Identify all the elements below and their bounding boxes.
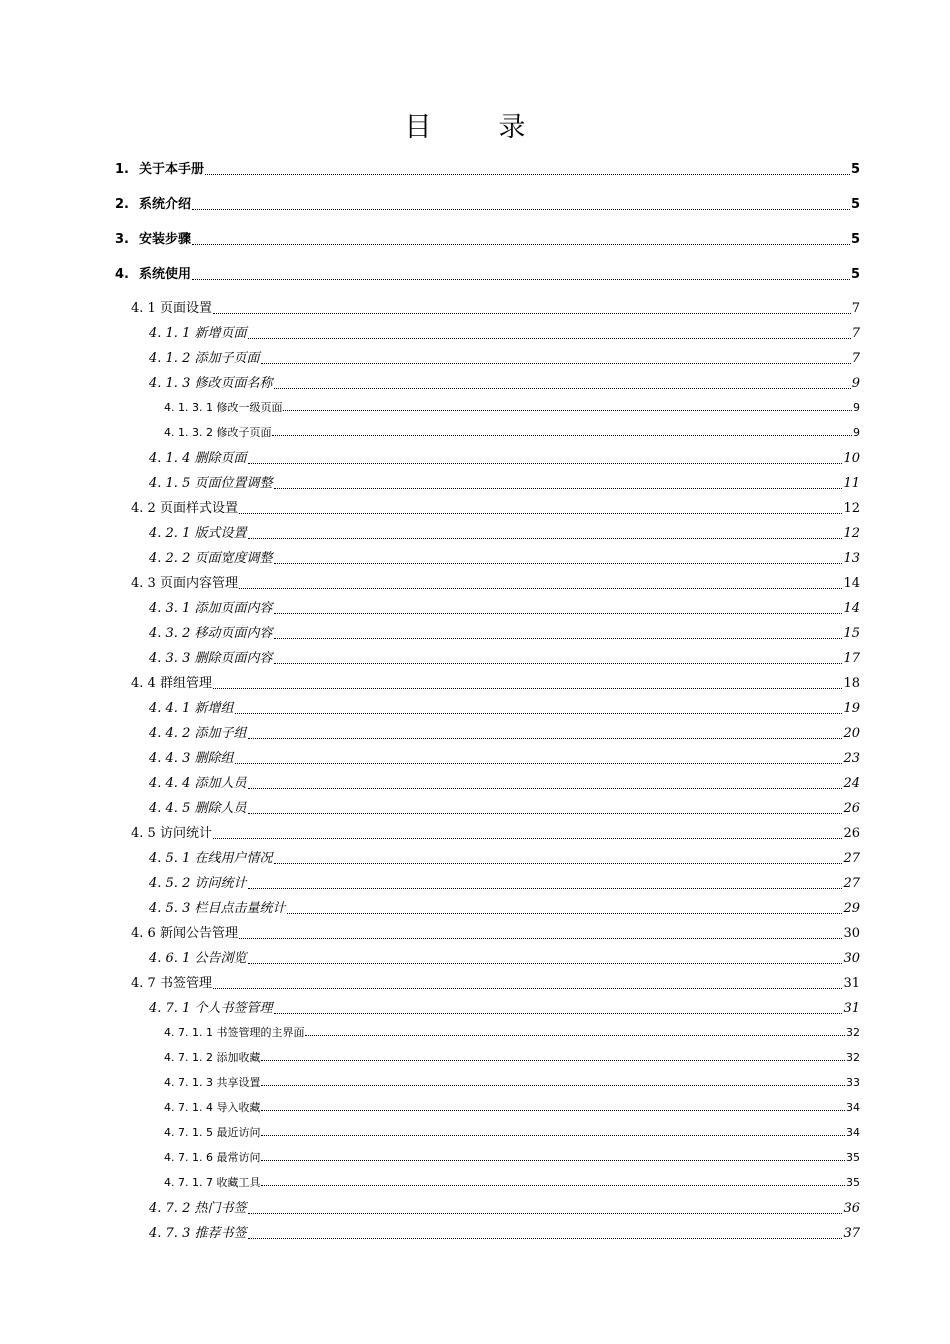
toc-entry[interactable] <box>164 426 860 439</box>
toc-entry[interactable] <box>149 526 860 542</box>
toc-entry-number: 4. 1. 1 <box>149 326 191 341</box>
toc-page-number: 15 <box>843 626 860 641</box>
toc-entry-title <box>149 876 247 892</box>
toc-entry-title <box>164 1176 260 1189</box>
toc-entry-label: 修改页面名称 <box>194 376 273 391</box>
toc-entry[interactable] <box>149 551 860 567</box>
toc-entry-label: 页面设置 <box>159 301 212 316</box>
toc-entry-label: 关于本手册 <box>139 162 205 177</box>
toc-entry-title <box>149 751 234 767</box>
toc-entry-number: 4. 4. 5 <box>149 801 191 816</box>
toc-entry-label: 访问统计 <box>159 826 212 841</box>
toc-entry-number: 4. 4. 4 <box>149 776 191 791</box>
toc-entry[interactable] <box>149 351 860 367</box>
toc-leader-dots <box>248 463 843 464</box>
toc-entry[interactable] <box>149 701 860 717</box>
toc-entry[interactable] <box>149 951 860 967</box>
toc-entry-number: 4. 5. 1 <box>149 851 191 866</box>
toc-entry-number: 4. 1. 4 <box>149 451 191 466</box>
toc-entry-title <box>164 1126 260 1139</box>
toc-entry-label: 最近访问 <box>216 1126 261 1139</box>
toc-entry-number: 4. 1. 5 <box>149 476 191 491</box>
toc-entry-title <box>149 776 247 792</box>
toc-entry-label: 最常访问 <box>216 1151 261 1164</box>
toc-page-number: 24 <box>843 776 860 791</box>
toc-entry-label: 添加收藏 <box>216 1051 261 1064</box>
toc-leader-dots <box>248 1238 843 1239</box>
toc-entry-title <box>149 801 247 817</box>
toc-entry[interactable] <box>164 1176 860 1189</box>
toc-entry-title <box>115 232 191 248</box>
toc-page-number: 10 <box>843 451 860 466</box>
toc-entry-number: 4. 2. 1 <box>149 526 191 541</box>
toc-entry-number: 4. 7. 1. 7 <box>164 1176 213 1189</box>
toc-entry-label: 页面位置调整 <box>194 476 273 491</box>
toc-entry[interactable] <box>149 901 860 917</box>
toc-page-number: 34 <box>846 1101 860 1114</box>
toc-entry-label: 系统使用 <box>139 267 192 282</box>
toc-entry-label: 共享设置 <box>216 1076 261 1089</box>
toc-entry-label: 删除页面内容 <box>194 651 273 666</box>
toc-entry-number: 4. 4 <box>131 676 156 691</box>
toc-leader-dots <box>248 788 843 789</box>
toc-entry[interactable] <box>149 476 860 492</box>
toc-entry-title <box>149 651 273 667</box>
toc-page-number: 35 <box>846 1176 860 1189</box>
toc-leader-dots <box>248 338 851 339</box>
toc-entry[interactable] <box>149 1001 860 1017</box>
toc-entry[interactable] <box>115 232 860 248</box>
toc-entry-title <box>164 1051 260 1064</box>
toc-leader-dots <box>274 663 843 664</box>
toc-entry-title <box>115 197 191 213</box>
toc-entry-number: 4. 1. 3 <box>149 376 191 391</box>
toc-entry-title <box>115 162 204 178</box>
toc-page-number: 26 <box>843 801 860 816</box>
toc-entry-number: 4. 6. 1 <box>149 951 191 966</box>
toc-entry-number: 4. 7. 1. 1 <box>164 1026 213 1039</box>
toc-page-number: 35 <box>846 1151 860 1164</box>
toc-page-number: 26 <box>843 826 860 841</box>
toc-entry-title <box>131 301 212 317</box>
toc-entry[interactable] <box>164 1026 860 1039</box>
toc-leader-dots <box>235 763 843 764</box>
toc-entry-number: 1. <box>115 162 129 177</box>
toc-leader-dots <box>261 1085 845 1086</box>
toc-leader-dots <box>261 1110 845 1111</box>
toc-entry-label: 添加人员 <box>194 776 247 791</box>
toc-leader-dots <box>239 513 842 514</box>
toc-page-number: 5 <box>850 197 860 212</box>
toc-entry[interactable] <box>131 576 860 592</box>
toc-entry[interactable] <box>149 851 860 867</box>
toc-entry-label: 版式设置 <box>194 526 247 541</box>
toc-leader-dots <box>192 209 850 210</box>
toc-entry-number: 3. <box>115 232 129 247</box>
toc-leader-dots <box>213 988 842 989</box>
toc-entry[interactable] <box>149 626 860 642</box>
toc-page-number: 5 <box>850 232 860 247</box>
toc-entry-title <box>164 1151 260 1164</box>
toc-entry-number: 4. 4. 2 <box>149 726 191 741</box>
toc-entry-title <box>149 601 273 617</box>
toc-leader-dots <box>239 588 842 589</box>
toc-entry[interactable] <box>115 267 860 283</box>
toc-leader-dots <box>261 1135 845 1136</box>
toc-entry[interactable] <box>164 1151 860 1164</box>
toc-page-number: 32 <box>846 1051 860 1064</box>
toc-entry-label: 页面内容管理 <box>159 576 238 591</box>
toc-leader-dots <box>305 1035 845 1036</box>
toc-entry[interactable] <box>164 1126 860 1139</box>
toc-entry-title <box>164 426 271 439</box>
toc-entry[interactable] <box>164 1051 860 1064</box>
toc-entry-title <box>149 476 273 492</box>
toc-entry-label: 安装步骤 <box>139 232 192 247</box>
toc-entry-label: 书签管理的主界面 <box>216 1026 305 1039</box>
toc-leader-dots <box>213 313 851 314</box>
toc-leader-dots <box>213 688 842 689</box>
toc-leader-dots <box>261 1185 845 1186</box>
toc-entry-number: 2. <box>115 197 129 212</box>
toc-entry[interactable] <box>164 401 860 414</box>
toc-entry-number: 4. 7. 1. 2 <box>164 1051 213 1064</box>
toc-entry-label: 系统介绍 <box>139 197 192 212</box>
toc-entry[interactable] <box>149 801 860 817</box>
toc-entry[interactable] <box>115 197 860 213</box>
toc-entry-label: 添加子页面 <box>194 351 260 366</box>
toc-leader-dots <box>272 435 852 436</box>
toc-entry-label: 页面宽度调整 <box>194 551 273 566</box>
toc-entry-number: 4. 7. 3 <box>149 1226 191 1241</box>
toc-entry-number: 4. 7. 2 <box>149 1201 191 1216</box>
toc-entry-label: 添加页面内容 <box>194 601 273 616</box>
toc-entry-title <box>149 551 273 567</box>
toc-page-number: 20 <box>843 726 860 741</box>
toc-entry[interactable] <box>131 501 860 517</box>
toc-entry[interactable] <box>149 601 860 617</box>
toc-entry-label: 删除组 <box>194 751 234 766</box>
toc-entry-label: 添加子组 <box>194 726 247 741</box>
toc-entry-number: 4. 2. 2 <box>149 551 191 566</box>
toc-entry-title <box>164 1076 260 1089</box>
toc-entry[interactable] <box>149 776 860 792</box>
toc-entry-title <box>131 926 238 942</box>
toc-page-number: 32 <box>846 1026 860 1039</box>
toc-entry-number: 4. 5. 2 <box>149 876 191 891</box>
toc-entry[interactable] <box>115 162 860 178</box>
toc-leader-dots <box>287 913 843 914</box>
toc-entry-number: 4. 4. 3 <box>149 751 191 766</box>
toc-entry-label: 栏目点击量统计 <box>194 901 286 916</box>
toc-leader-dots <box>261 363 851 364</box>
toc-entry-title <box>131 676 212 692</box>
toc-page-number: 30 <box>843 926 860 941</box>
toc-entry-label: 页面样式设置 <box>159 501 238 516</box>
toc-leader-dots <box>274 388 851 389</box>
toc-page-number: 5 <box>850 267 860 282</box>
toc-entry-title <box>164 401 282 414</box>
toc-entry-title <box>149 851 273 867</box>
toc-entry-label: 移动页面内容 <box>194 626 273 641</box>
toc-entry-title <box>115 267 191 283</box>
toc-entry-number: 4. 7. 1. 5 <box>164 1126 213 1139</box>
toc-entry-label: 修改一级页面 <box>216 401 283 414</box>
toc-entry-number: 4. 3. 3 <box>149 651 191 666</box>
toc-leader-dots <box>239 938 842 939</box>
toc-leader-dots <box>261 1060 845 1061</box>
toc-entry[interactable] <box>131 826 860 842</box>
toc-entry-title <box>131 826 212 842</box>
toc-entry-label: 删除页面 <box>194 451 247 466</box>
toc-entry-number: 4. 4. 1 <box>149 701 191 716</box>
toc-page-number: 19 <box>843 701 860 716</box>
toc-page-number: 7 <box>851 351 860 366</box>
toc-entry-number: 4. 7. 1. 3 <box>164 1076 213 1089</box>
toc-entry-title <box>149 1201 247 1217</box>
toc-leader-dots <box>248 738 843 739</box>
toc-page-number: 7 <box>851 301 860 316</box>
toc-entry-number: 4. <box>115 267 129 282</box>
toc-entry-label: 群组管理 <box>159 676 212 691</box>
toc-entry-title <box>149 726 247 742</box>
toc-entry[interactable] <box>149 876 860 892</box>
toc-entry-number: 4. 5. 3 <box>149 901 191 916</box>
toc-entry-title <box>149 351 260 367</box>
toc-entry-title <box>164 1026 304 1039</box>
toc-leader-dots <box>274 638 843 639</box>
toc-entry[interactable] <box>149 751 860 767</box>
toc-entry-title <box>149 376 273 392</box>
toc-leader-dots <box>274 613 843 614</box>
toc-leader-dots <box>261 1160 845 1161</box>
toc-entry-title <box>149 1226 247 1242</box>
toc-entry-label: 新增组 <box>194 701 234 716</box>
toc-entry-number: 4. 6 <box>131 926 156 941</box>
toc-entry-label: 访问统计 <box>194 876 247 891</box>
toc-leader-dots <box>248 963 843 964</box>
toc-entry-number: 4. 7. 1. 4 <box>164 1101 213 1114</box>
toc-entry-title <box>149 451 247 467</box>
toc-entry-number: 4. 1. 3. 1 <box>164 401 213 414</box>
toc-entry-label: 推荐书签 <box>194 1226 247 1241</box>
toc-leader-dots <box>192 279 850 280</box>
toc-entry-title <box>149 701 234 717</box>
toc-leader-dots <box>274 1013 843 1014</box>
toc-entry-number: 4. 1. 3. 2 <box>164 426 213 439</box>
toc-entry-title <box>164 1101 260 1114</box>
toc-entry[interactable] <box>131 676 860 692</box>
toc-entry-label: 热门书签 <box>194 1201 247 1216</box>
toc-leader-dots <box>283 410 852 411</box>
toc-page-number: 11 <box>843 476 860 491</box>
toc-entry-title <box>149 1001 273 1017</box>
toc-page-number: 31 <box>843 1001 860 1016</box>
toc-entry[interactable] <box>164 1101 860 1114</box>
toc-entry-label: 导入收藏 <box>216 1101 261 1114</box>
toc-entry-label: 修改子页面 <box>216 426 272 439</box>
toc-entry-number: 4. 3. 1 <box>149 601 191 616</box>
toc-page-number: 14 <box>843 601 860 616</box>
toc-page-number: 34 <box>846 1126 860 1139</box>
toc-page-number: 31 <box>843 976 860 991</box>
toc-page-number: 5 <box>850 162 860 177</box>
toc-entry-number: 4. 5 <box>131 826 156 841</box>
toc-page-number: 30 <box>843 951 860 966</box>
toc-entry[interactable] <box>131 926 860 942</box>
toc-page-number: 37 <box>843 1226 860 1241</box>
toc-entry[interactable] <box>149 1201 860 1217</box>
toc-entry[interactable] <box>149 726 860 742</box>
toc-entry[interactable] <box>131 301 860 317</box>
toc-entry-title <box>131 576 238 592</box>
toc-entry-number: 4. 2 <box>131 501 156 516</box>
toc-entry-number: 4. 7. 1. 6 <box>164 1151 213 1164</box>
toc-leader-dots <box>248 1213 843 1214</box>
toc-page-number: 18 <box>843 676 860 691</box>
toc-entry-number: 4. 7 <box>131 976 156 991</box>
toc-entry-label: 收藏工具 <box>216 1176 261 1189</box>
toc-page-number: 12 <box>843 501 860 516</box>
toc-page-number: 7 <box>851 326 860 341</box>
toc-leader-dots <box>235 713 843 714</box>
toc-leader-dots <box>248 538 843 539</box>
toc-leader-dots <box>248 813 843 814</box>
toc-leader-dots <box>205 174 850 175</box>
toc-entry[interactable] <box>149 376 860 392</box>
toc-entry-title <box>149 526 247 542</box>
toc-page-number: 13 <box>843 551 860 566</box>
toc-entry-title <box>149 626 273 642</box>
toc-entry-number: 4. 1. 2 <box>149 351 191 366</box>
toc-entry-number: 4. 3. 2 <box>149 626 191 641</box>
toc-page-number: 12 <box>843 526 860 541</box>
toc-entry-number: 4. 7. 1 <box>149 1001 191 1016</box>
toc-entry[interactable] <box>149 1226 860 1242</box>
toc-entry-title <box>149 326 247 342</box>
toc-title: 目 录 <box>404 112 546 143</box>
toc-entry-label: 新增页面 <box>194 326 247 341</box>
toc-leader-dots <box>274 488 843 489</box>
toc-leader-dots <box>274 563 843 564</box>
toc-leader-dots <box>192 244 850 245</box>
toc-entry-label: 新闻公告管理 <box>159 926 238 941</box>
toc-entry-label: 个人书签管理 <box>194 1001 273 1016</box>
toc-page-number: 33 <box>846 1076 860 1089</box>
toc-entry[interactable] <box>149 326 860 342</box>
toc-entry-title <box>131 976 212 992</box>
toc-entry-title <box>131 501 238 517</box>
toc-leader-dots <box>248 888 843 889</box>
toc-leader-dots <box>213 838 842 839</box>
toc-entry[interactable] <box>131 976 860 992</box>
toc-entry[interactable] <box>149 651 860 667</box>
toc-page-number: 17 <box>843 651 860 666</box>
toc-entry-label: 在线用户情况 <box>194 851 273 866</box>
toc-page-number: 27 <box>843 876 860 891</box>
toc-entry-label: 删除人员 <box>194 801 247 816</box>
toc-entry-number: 4. 1 <box>131 301 156 316</box>
toc-page-number: 14 <box>843 576 860 591</box>
toc-entry[interactable] <box>164 1076 860 1089</box>
toc-entry-label: 公告浏览 <box>194 951 247 966</box>
toc-entry-label: 书签管理 <box>159 976 212 991</box>
toc-page-number: 29 <box>843 901 860 916</box>
toc-page-number: 23 <box>843 751 860 766</box>
toc-entry-title <box>149 951 247 967</box>
toc-page-number: 36 <box>843 1201 860 1216</box>
toc-page-number: 9 <box>853 401 860 414</box>
toc-entry[interactable] <box>149 451 860 467</box>
toc-page-number: 9 <box>851 376 860 391</box>
toc-leader-dots <box>274 863 843 864</box>
toc-entry-number: 4. 3 <box>131 576 156 591</box>
toc-page-number: 27 <box>843 851 860 866</box>
toc-page-number: 9 <box>853 426 860 439</box>
toc-entry-title <box>149 901 286 917</box>
